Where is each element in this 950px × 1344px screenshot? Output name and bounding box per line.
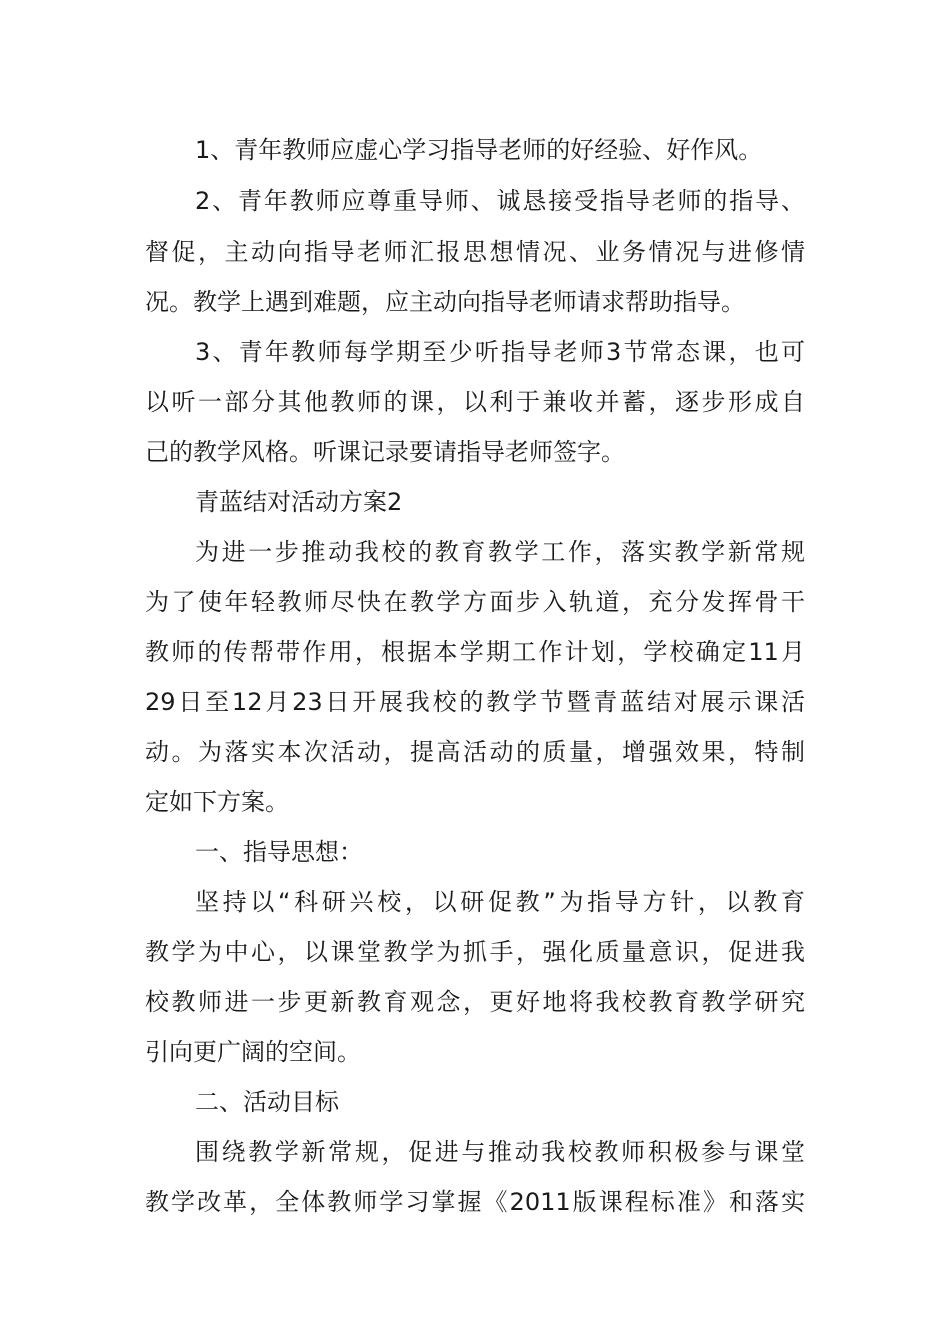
paragraph-line-21: 围绕教学新常规，促进与推动我校教师积极参与课堂 bbox=[195, 1138, 805, 1166]
paragraph-line-18: 校教师进一步更新教育观念，更好地将我校教育教学研究 bbox=[145, 988, 805, 1016]
section-heading: 青蓝结对活动方案2 bbox=[195, 488, 403, 516]
paragraph-line-10: 为了使年轻教师尽快在教学方面步入轨道，充分发挥骨干 bbox=[145, 588, 805, 616]
paragraph-line-13: 动。为落实本次活动，提高活动的质量，增强效果，特制 bbox=[145, 738, 805, 766]
subheading-guiding-thought: 一、指导思想： bbox=[195, 838, 363, 866]
paragraph-line-1: 1、青年教师应虚心学习指导老师的好经验、好作风。 bbox=[195, 136, 763, 164]
paragraph-line-5: 3、青年教师每学期至少听指导老师3节常态课，也可 bbox=[195, 338, 805, 366]
paragraph-line-9: 为进一步推动我校的教育教学工作，落实教学新常规 bbox=[195, 538, 805, 566]
paragraph-line-22: 教学改革，全体教师学习掌握《2011版课程标准》和落实 bbox=[145, 1188, 805, 1216]
paragraph-line-6: 以听一部分其他教师的课，以利于兼收并蓄，逐步形成自 bbox=[145, 388, 805, 416]
paragraph-line-14: 定如下方案。 bbox=[145, 788, 289, 816]
paragraph-line-4: 况。教学上遇到难题，应主动向指导老师请求帮助指导。 bbox=[145, 288, 745, 316]
paragraph-line-16: 坚持以“科研兴校，以研促教”为指导方针，以教育 bbox=[195, 888, 805, 916]
paragraph-line-3: 督促，主动向指导老师汇报思想情况、业务情况与进修情 bbox=[145, 238, 805, 266]
paragraph-line-19: 引向更广阔的空间。 bbox=[145, 1038, 361, 1066]
paragraph-line-7: 己的教学风格。听课记录要请指导老师签字。 bbox=[145, 438, 625, 466]
paragraph-line-12: 29日至12月23日开展我校的教学节暨青蓝结对展示课活 bbox=[145, 688, 805, 716]
paragraph-line-11: 教师的传帮带作用，根据本学期工作计划，学校确定11月 bbox=[145, 638, 805, 666]
subheading-activity-goal: 二、活动目标 bbox=[195, 1088, 339, 1116]
paragraph-line-17: 教学为中心，以课堂教学为抓手，强化质量意识，促进我 bbox=[145, 938, 805, 966]
paragraph-line-2: 2、青年教师应尊重导师、诚恳接受指导老师的指导、 bbox=[195, 187, 805, 215]
